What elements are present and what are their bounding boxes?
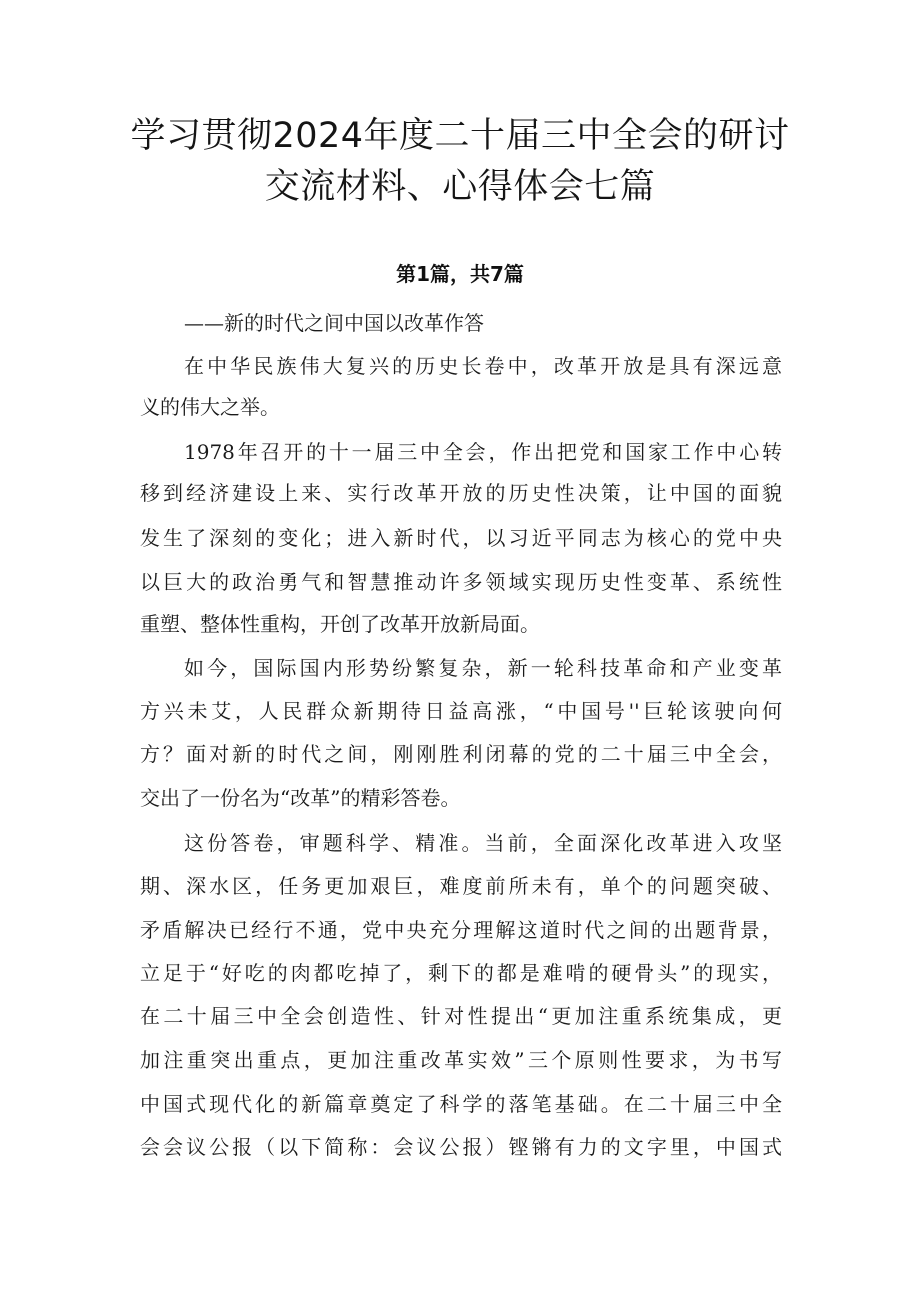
- paragraph-line: 会会议公报（以下简称：会议公报）铿锵有力的文字里，中国式: [140, 1135, 782, 1159]
- paragraph-line: 立足于“好吃的肉都吃掉了，剩下的都是难啃的硬骨头”的现实，: [140, 961, 782, 985]
- article-subtitle: ——新的时代之间中国以改革作答: [184, 311, 484, 335]
- paragraph-line: 重塑、整体性重构，开创了改革开放新局面。: [140, 612, 540, 636]
- paragraph-line: 方？面对新的时代之间，刚刚胜利闭幕的党的二十届三中全会，: [140, 742, 782, 766]
- paragraph-line: 移到经济建设上来、实行改革开放的历史性决策，让中国的面貌: [140, 481, 782, 505]
- document-title-line-2: 交流材料、心得体会七篇: [264, 167, 656, 207]
- document-title-line-1: 学习贯彻2024年度二十届三中全会的研讨: [130, 116, 790, 156]
- section-heading: 第1篇，共7篇: [396, 262, 524, 286]
- paragraph-line: 加注重突出重点，更加注重改革实效”三个原则性要求，为书写: [140, 1048, 782, 1072]
- paragraph-line: 义的伟大之举。: [140, 395, 280, 419]
- paragraph-line: 在二十届三中全会创造性、针对性提出“更加注重系统集成，更: [140, 1004, 782, 1028]
- paragraph-line: 1978年召开的十一届三中全会，作出把党和国家工作中心转: [184, 440, 782, 464]
- paragraph-line: 发生了深刻的变化；进入新时代，以习近平同志为核心的党中央: [140, 526, 782, 550]
- paragraph-line: 如今，国际国内形势纷繁复杂，新一轮科技革命和产业变革: [184, 656, 782, 680]
- paragraph-line: 这份答卷，审题科学、精准。当前，全面深化改革进入攻坚: [184, 831, 782, 855]
- paragraph-line: 以巨大的政治勇气和智慧推动许多领域实现历史性变革、系统性: [140, 570, 782, 594]
- paragraph-line: 交出了一份名为“改革”的精彩答卷。: [140, 786, 461, 810]
- paragraph-line: 中国式现代化的新篇章奠定了科学的落笔基础。在二十届三中全: [140, 1092, 782, 1116]
- paragraph-line: 期、深水区，任务更加艰巨，难度前所未有，单个的问题突破、: [140, 874, 782, 898]
- paragraph-line: 在中华民族伟大复兴的历史长卷中，改革开放是具有深远意: [184, 354, 782, 378]
- paragraph-line: 矛盾解决已经行不通，党中央充分理解这道时代之间的出题背景，: [140, 918, 782, 942]
- paragraph-line: 方兴未艾，人民群众新期待日益高涨，“中国号''巨轮该驶向何: [140, 699, 782, 723]
